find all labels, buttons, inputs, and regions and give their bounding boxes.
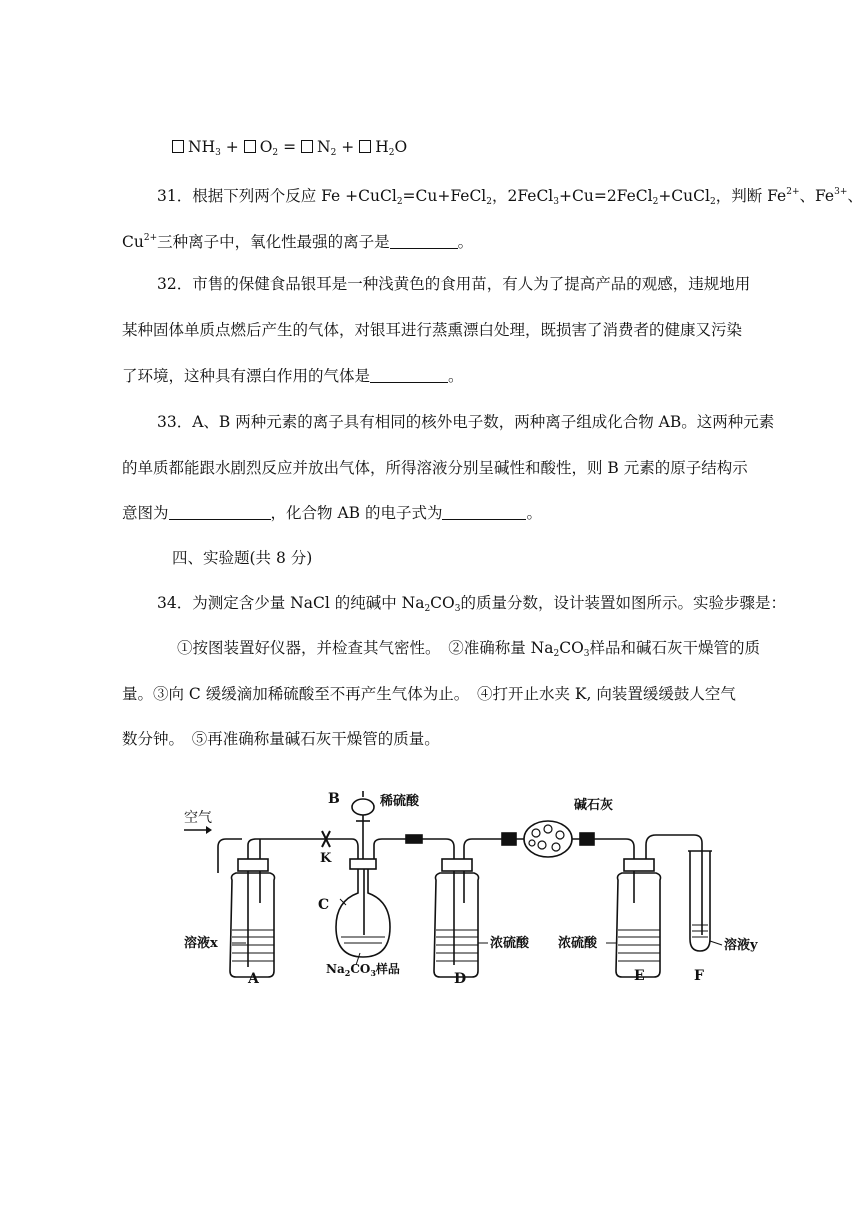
drying-tube bbox=[524, 821, 572, 857]
q34-line-2: ①按图装置好仪器，并检查其气密性。 ②准确称量 $Na_2CO_3$样品和碱石灰干燥管的质 bbox=[177, 639, 761, 659]
label-k: K bbox=[320, 851, 332, 866]
stopper-d bbox=[442, 859, 472, 871]
q33-line-2: 的单质都能跟水剧烈反应并放出气体，所得溶液分别呈碱性和酸性，则 B 元素的原子结构示 bbox=[122, 459, 748, 477]
q34-line-3: 量。③向 C 缓缓滴加稀硫酸至不再产生气体为止。 ④打开止水夹 K, 向装置缓缓鼓人空气 bbox=[122, 685, 736, 703]
label-b: B bbox=[328, 791, 340, 807]
funnel-b bbox=[352, 799, 374, 815]
equation-line: $NH_3 + O_2 = N_2 + H_2O$ bbox=[172, 137, 407, 163]
label-air: 空气 bbox=[184, 810, 212, 826]
q33-line-3: 意图为 ，化合物 AB 的电子式为 。 bbox=[122, 504, 542, 522]
answer-blank[interactable] bbox=[370, 368, 448, 383]
coefficient-box bbox=[359, 140, 371, 153]
answer-blank[interactable] bbox=[390, 234, 458, 249]
stopper-e bbox=[624, 859, 654, 871]
label-d: D bbox=[454, 971, 467, 987]
label-c: C bbox=[318, 897, 330, 913]
q31-line-2: $Cu^{2+}$三种离子中，氧化性最强的离子是 。 bbox=[122, 233, 474, 251]
joint-d-tube bbox=[502, 833, 516, 845]
air-arrow-head bbox=[206, 826, 212, 834]
label-e: E bbox=[634, 968, 645, 984]
label-dilute-acid: 稀硫酸 bbox=[380, 794, 420, 809]
label-f: F bbox=[694, 968, 704, 984]
answer-blank[interactable] bbox=[442, 505, 526, 520]
flask-c bbox=[336, 869, 390, 957]
q34-line-1: 34．为测定含少量 NaCl 的纯碱中 $Na_2CO_3$的质量分数，设计装置如图所示。实验步骤是： bbox=[157, 594, 786, 614]
q33-line-1: 33．A、B 两种元素的离子具有相同的核外电子数，两种离子组成化合物 AB。这两种元素 bbox=[157, 413, 775, 431]
label-solution-x: 溶液x bbox=[184, 936, 218, 951]
stopper-a bbox=[238, 859, 268, 871]
apparatus-diagram bbox=[170, 775, 770, 990]
label-conc-acid-d: 浓硫酸 bbox=[490, 936, 530, 951]
test-tube-f bbox=[690, 851, 710, 951]
label-soda-lime: 碱石灰 bbox=[574, 798, 614, 813]
soda-lime-granules bbox=[529, 825, 564, 851]
stopper-c bbox=[350, 859, 376, 869]
q34-line-4: 数分钟。 ⑤再准确称量碱石灰干燥管的质量。 bbox=[122, 730, 440, 748]
coefficient-box bbox=[301, 140, 313, 153]
q32-line-1: 32．市售的保健食品银耳是一种浅黄色的食用苗，有人为了提高产品的观感，违规地用 bbox=[157, 275, 751, 293]
q32-line-2: 某种固体单质点燃后产生的气体，对银耳进行蒸熏漂白处理，既损害了消费者的健康又污染 bbox=[122, 321, 743, 339]
liquid-levels bbox=[232, 925, 708, 961]
coefficient-box bbox=[172, 140, 184, 153]
label-solution-y: 溶液y bbox=[724, 938, 758, 953]
coefficient-box bbox=[244, 140, 256, 153]
leader-lines bbox=[232, 899, 722, 965]
answer-blank[interactable] bbox=[169, 505, 271, 520]
label-a: A bbox=[248, 971, 259, 987]
label-sample: $Na_2CO_3$样品 bbox=[326, 962, 400, 978]
joint-tube-e bbox=[580, 833, 594, 845]
joint-cd bbox=[406, 835, 422, 843]
label-conc-acid-e: 浓硫酸 bbox=[558, 936, 598, 951]
q32-line-3: 了环境，这种具有漂白作用的气体是 。 bbox=[122, 367, 464, 385]
section-heading: 四、实验题(共 8 分) bbox=[172, 549, 313, 567]
q31-line-1: 31．根据下列两个反应 Fe +CuCl$_2$=Cu+FeCl$_2$，2FeCl$_3$+Cu=2FeCl$_2$+CuCl$_2$，判断 $Fe^{2+}$、$Fe^{3+}$、 bbox=[157, 187, 863, 207]
